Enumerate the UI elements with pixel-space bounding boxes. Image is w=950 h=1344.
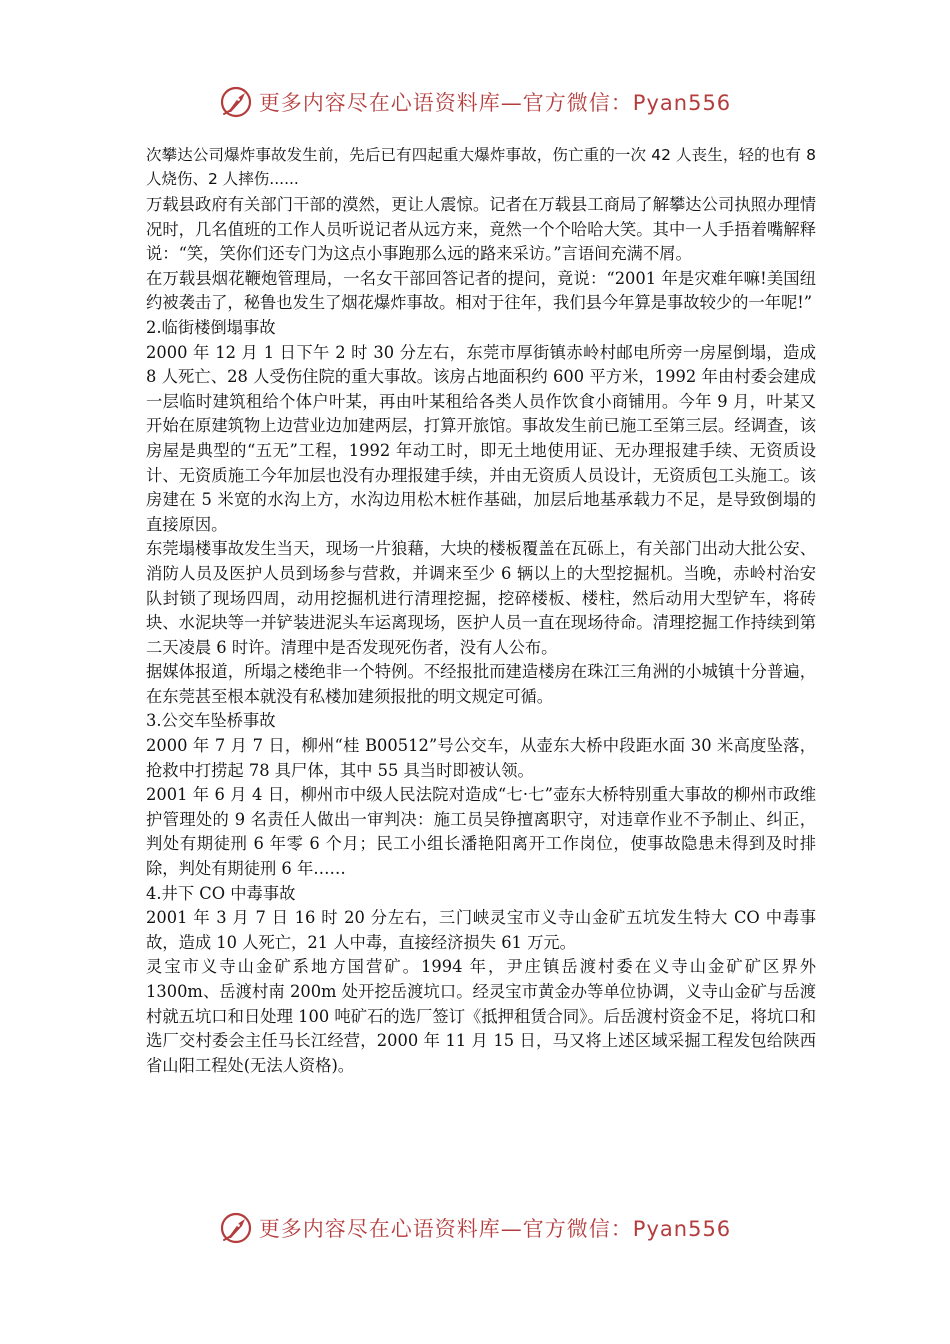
watermark-text: 更多内容尽在心语资料库—官方微信：Pyan556 [258, 91, 732, 115]
paragraph: 2001 年 6 月 4 日，柳州市中级人民法院对造成“七·七”壶东大桥特别重大事故的柳州市政维护管理处的 9 名责任人做出一审判决：施工员吴铮擅离职守，对违章作业不予制止、纠正，判处有期徒刑 6 年零 6 个月；民工小组长潘艳阳离开工作岗位，使事故隐患未得到及时排除，判处有期徒刑 6 年…… [146, 785, 816, 879]
paragraph: 据媒体报道，所塌之楼绝非一个特例。不经报批而建造楼房在珠江三角洲的小城镇十分普遍，在东莞甚至根本就没有私楼加建须报批的明文规定可循。 [146, 662, 816, 706]
paragraph: 在万载县烟花鞭炮管理局，一名女干部回答记者的提问，竟说：“2001 年是灾难年嘛!美国纽约被袭击了，秘鲁也发生了烟花爆炸事故。相对于往年，我们县今年算是事故较少的一年呢!” [146, 268, 816, 313]
paragraph: 2000 年 12 月 1 日下午 2 时 30 分左右，东莞市厚街镇赤岭村邮电所旁一房屋倒塌，造成 8 人死亡、28 人受伤住院的重大事故。该房占地面积约 600 平方米，1992 年由村委会建成一层临时建筑租给个体户叶某，再由叶某租给各类人员作饮食小商铺用。今年 9 月，叶某又开始在原建筑物上边营业边加建两层，打算开旅馆。事故发生前已施工至第三层。经调查，该房屋是典型的“五无”工程，1992 年动工时，即无土地使用证、无办理报建手续、无资质设计、无资质施工今年加层也没有办理报建手续，并由无资质人员设计，无资质包工头施工。该房建在 5 米宽的水沟上方，水沟边用松木桩作基础，加层后地基承载力不足，是导致倒塌的直接原因。 [146, 342, 816, 534]
paragraph: 2000 年 7 月 7 日，柳州“桂 B00512”号公交车，从壶东大桥中段距水面 30 米高度坠落，抢救中打捞起 78 具尸体，其中 55 具当时即被认领。 [146, 736, 816, 780]
section-heading: 2.临街楼倒塌事故 [146, 317, 276, 337]
pen-nib-icon [219, 1211, 253, 1245]
watermark-banner-bottom [0, 1206, 950, 1250]
paragraph: 灵宝市义寺山金矿系地方国营矿。1994 年，尹庄镇岳渡村委在义寺山金矿矿区界外 1300m、岳渡村南 200m 处开挖岳渡坑口。经灵宝市黄金办等单位协调，义寺山金矿与岳渡村就五坑口和日处理 100 吨矿石的选厂签订《抵押租赁合同》。后岳渡村资金不足，将坑口和选厂交村委会主任马长江经营，2000 年 11 月 15 日，马又将上述区域采掘工程发包给陕西省山阳工程处(无法人资格)。 [146, 957, 816, 1075]
section-heading: 4.井下 CO 中毒事故 [146, 883, 296, 903]
paragraph: 2001 年 3 月 7 日 16 时 20 分左右，三门峡灵宝市义寺山金矿五坑发生特大 CO 中毒事故，造成 10 人死亡，21 人中毒，直接经济损失 61 万元。 [146, 908, 816, 952]
lead-paragraph: 次攀达公司爆炸事故发生前，先后已有四起重大爆炸事故，伤亡重的一次 42 人丧生，轻的也有 8 人烧伤、2 人摔伤...... [146, 146, 816, 188]
paragraph: 万载县政府有关部门干部的漠然，更让人震惊。记者在万载县工商局了解攀达公司执照办理情况时，几名值班的工作人员听说记者从远方来，竟然一个个哈哈大笑。其中一人手捂着嘴解释说：“笑，笑你们还专门为这点小事跑那么远的路来采访。”言语间充满不屑。 [146, 195, 816, 264]
paragraph: 东莞塌楼事故发生当天，现场一片狼藉，大块的楼板覆盖在瓦砾上，有关部门出动大批公安、消防人员及医护人员到场参与营救，并调来至少 6 辆以上的大型挖掘机。当晚，赤岭村治安队封锁了现场四周，动用挖掘机进行清理挖掘，挖碎楼板、楼柱，然后动用大型铲车，将砖块、水泥块等一并铲装进泥头车运离现场，医护人员一直在现场待命。清理挖掘工作持续到第二天凌晨 6 时许。清理中是否发现死伤者，没有人公布。 [146, 539, 816, 657]
pen-nib-icon [219, 85, 253, 119]
section-heading: 3.公交车坠桥事故 [146, 711, 276, 731]
document-body [146, 143, 816, 1078]
watermark-banner-top [0, 80, 950, 124]
watermark-text: 更多内容尽在心语资料库—官方微信：Pyan556 [258, 1217, 732, 1241]
